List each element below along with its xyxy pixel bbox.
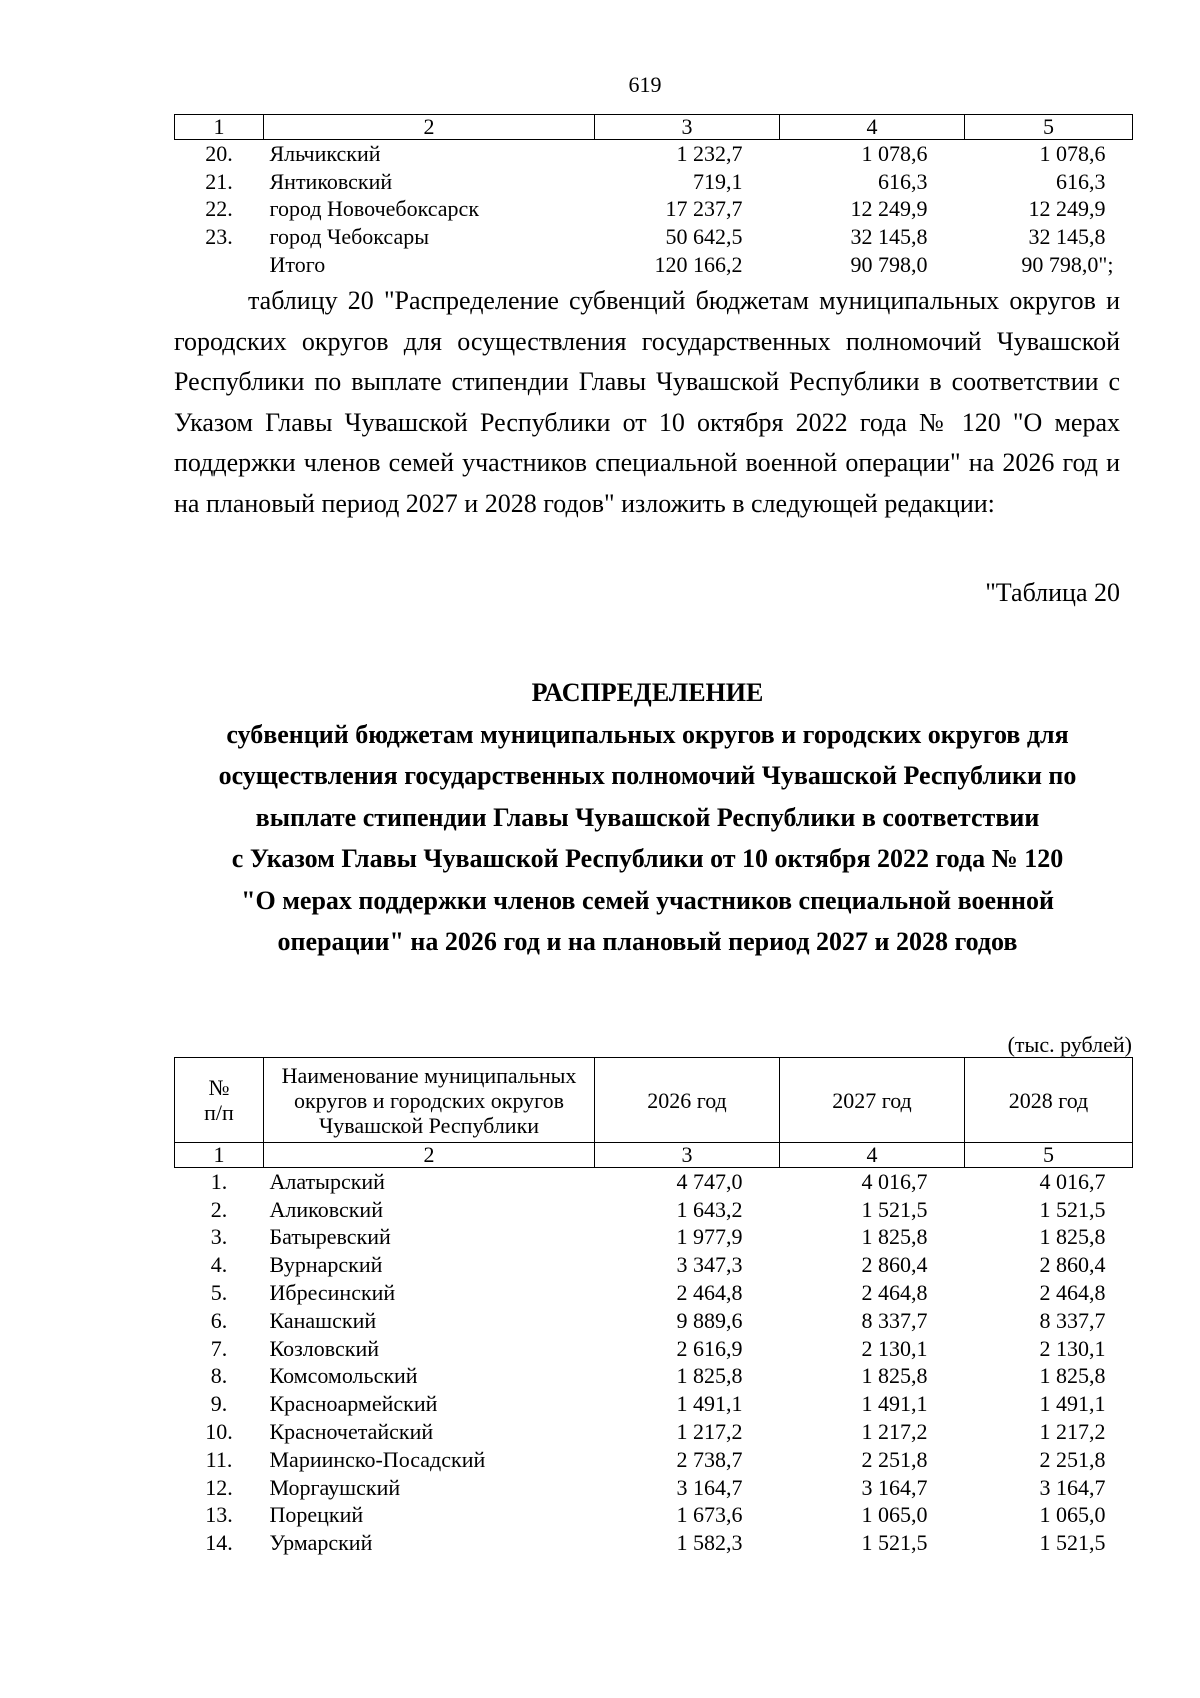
header-name-line: Наименование муниципальных: [281, 1062, 577, 1088]
row-number: 21.: [205, 168, 233, 194]
row-number: 4.: [210, 1252, 228, 1278]
value-2028: 32 145,8: [1028, 224, 1106, 250]
value-2027: 1 521,5: [861, 1530, 928, 1556]
row-number: 10.: [205, 1419, 233, 1445]
title-line: субвенций бюджетам муниципальных округов и городских округов для: [226, 719, 1069, 749]
table-20: [174, 1057, 1133, 1557]
table-row: [175, 1168, 1133, 1196]
row-number: 5.: [210, 1280, 228, 1306]
header-2028: 2028 год: [965, 1058, 1133, 1143]
district-name: город Новочебоксарск: [269, 196, 480, 222]
district-name: Вурнарский: [269, 1252, 383, 1278]
value-2028: 1 078,6: [1039, 140, 1106, 166]
table-row: [175, 1418, 1133, 1446]
title-line: "О мерах поддержки членов семей участников специальной военной: [241, 885, 1054, 915]
value-2027: 1 825,8: [861, 1363, 928, 1389]
table-row: [175, 1196, 1133, 1224]
row-number: 3.: [210, 1224, 228, 1250]
page-number: 619: [628, 72, 662, 97]
value-2026: 2 616,9: [676, 1335, 743, 1361]
district-name: город Чебоксары: [269, 224, 430, 250]
district-name: Мариинско-Посадский: [269, 1446, 486, 1472]
table-row: [175, 1474, 1133, 1502]
column-number: 1: [175, 115, 264, 140]
row-number: 6.: [210, 1307, 228, 1333]
total-row: [175, 251, 1133, 279]
value-2028: 12 249,9: [1028, 196, 1106, 222]
district-name: Аликовский: [269, 1196, 383, 1222]
title-heading: РАСПРЕДЕЛЕНИЕ: [531, 678, 764, 707]
value-2027: 12 249,9: [850, 196, 928, 222]
row-number: 22.: [205, 196, 233, 222]
value-2027: 1 065,0: [861, 1502, 928, 1528]
previous-table: [174, 114, 1133, 279]
value-2027: 8 337,7: [861, 1307, 928, 1333]
empty-cell: [175, 251, 264, 279]
value-2028: 1 065,0: [1039, 1502, 1106, 1528]
row-number: 13.: [205, 1502, 233, 1528]
value-2028: 1 825,8: [1039, 1224, 1106, 1250]
row-number: 20.: [205, 140, 233, 166]
value-2028: 616,3: [1056, 168, 1106, 194]
row-number: 8.: [210, 1363, 228, 1389]
column-number: 2: [264, 115, 595, 140]
district-name: Козловский: [269, 1335, 380, 1361]
district-name: Ибресинский: [269, 1280, 396, 1306]
value-2028: 1 491,1: [1039, 1391, 1106, 1417]
value-2028: 2 860,4: [1039, 1252, 1106, 1278]
value-2026: 2 738,7: [676, 1446, 743, 1472]
table-title: [140, 672, 1155, 963]
value-2028: 3 164,7: [1039, 1474, 1106, 1500]
table-row: [175, 1335, 1133, 1363]
table-row: [175, 196, 1133, 224]
value-2027: 2 860,4: [861, 1252, 928, 1278]
table-row: [175, 1279, 1133, 1307]
value-2027: 4 016,7: [861, 1168, 928, 1194]
header-num: № п/п: [175, 1058, 264, 1143]
value-2026: 3 164,7: [676, 1474, 743, 1500]
value-2027: 1 521,5: [861, 1196, 928, 1222]
value-2028: 2 130,1: [1039, 1335, 1106, 1361]
district-name: Красночетайский: [269, 1419, 434, 1445]
table-row: [175, 1390, 1133, 1418]
value-2026: 50 642,5: [665, 224, 743, 250]
table-row: [175, 1224, 1133, 1252]
column-number-row: [175, 115, 1133, 140]
title-line: с Указом Главы Чувашской Республики от 10 октября 2022 года № 120: [231, 844, 1064, 873]
table-row: [175, 168, 1133, 196]
district-name: Алатырский: [269, 1168, 385, 1194]
row-number: 23.: [205, 224, 233, 250]
table-row: [175, 140, 1133, 168]
table-row: [175, 1251, 1133, 1279]
row-number: 12.: [205, 1474, 233, 1500]
value-2028: 8 337,7: [1039, 1307, 1106, 1333]
units-label: (тыс. рублей): [1007, 1032, 1132, 1057]
table-row: [175, 223, 1133, 251]
value-2026: 1 673,6: [676, 1502, 743, 1528]
value-2026: 1 825,8: [676, 1363, 743, 1389]
header-name-line: Чувашской Республики: [318, 1112, 540, 1138]
value-2026: 1 491,1: [676, 1391, 743, 1417]
value-2027: 1 217,2: [861, 1419, 928, 1445]
header-row: [175, 1058, 1133, 1143]
value-2028: 1 825,8: [1039, 1363, 1106, 1389]
table-row: [175, 1529, 1133, 1557]
title-line: операции" на 2026 год и на плановый период 2027 и 2028 годов: [277, 927, 1018, 956]
value-2026: 2 464,8: [676, 1280, 743, 1306]
table-row: [175, 1446, 1133, 1474]
value-2026: 719,1: [693, 168, 743, 194]
column-number: 3: [595, 115, 780, 140]
value-2027: 2 130,1: [861, 1335, 928, 1361]
column-number: 4: [780, 115, 965, 140]
value-2028: 2 251,8: [1039, 1446, 1106, 1472]
value-2026: 1 582,3: [676, 1530, 743, 1556]
column-number: 5: [965, 1143, 1133, 1168]
value-2026: 1 232,7: [676, 140, 743, 166]
value-2027: 1 491,1: [861, 1391, 928, 1417]
value-2026: 3 347,3: [676, 1252, 743, 1278]
value-2026: 1 977,9: [676, 1224, 743, 1250]
value-2026: 1 643,2: [676, 1196, 743, 1222]
value-2026: 1 217,2: [676, 1419, 743, 1445]
column-number: 1: [175, 1143, 264, 1168]
district-name: Урмарский: [269, 1530, 373, 1556]
amendment-paragraph: таблицу 20 "Распределение субвенций бюджетам муниципальных округов и городских округов для осуществления государственных полномочий Чувашской Республики по выплате стипендии Главы Чувашской Республики в соответствии с Указом Главы Чувашской Республики от 10 октября 2022 года № 120 "О мерах поддержки членов семей участников специальной военной операции" на 2026 год и на плановый период 2027 и 2028 годов" изложить в следующей редакции:: [174, 286, 1120, 518]
value-2027: 2 251,8: [861, 1446, 928, 1472]
district-name: Батыревский: [269, 1224, 391, 1250]
value-2027: 1 078,6: [861, 140, 928, 166]
value-2028: 1 521,5: [1039, 1196, 1106, 1222]
row-number: 1.: [210, 1168, 228, 1194]
district-name: Комсомольский: [269, 1363, 418, 1389]
row-number: 14.: [205, 1530, 233, 1556]
value-2027: 2 464,8: [861, 1280, 928, 1306]
row-number: 2.: [210, 1196, 228, 1222]
title-line: выплате стипендии Главы Чувашской Республики в соответствии: [255, 802, 1040, 832]
header-name: [264, 1058, 595, 1143]
value-2027: 3 164,7: [861, 1474, 928, 1500]
table-row: [175, 1307, 1133, 1335]
district-name: Красноармейский: [269, 1391, 438, 1417]
table-row: [175, 1502, 1133, 1530]
value-2028: 2 464,8: [1039, 1280, 1106, 1306]
value-2026: 4 747,0: [676, 1168, 743, 1194]
district-name: Янтиковский: [269, 168, 393, 194]
table-row: [175, 1363, 1133, 1391]
column-number: 4: [780, 1143, 965, 1168]
table-label: "Таблица 20: [985, 578, 1120, 607]
total-label: Итого: [269, 252, 326, 278]
header-2026: 2026 год: [595, 1058, 780, 1143]
district-name: Канашский: [269, 1307, 377, 1333]
header-2027: 2027 год: [780, 1058, 965, 1143]
value-2028: 1 217,2: [1039, 1419, 1106, 1445]
row-number: 7.: [210, 1335, 228, 1361]
column-number: 2: [264, 1143, 595, 1168]
row-number: 9.: [210, 1391, 228, 1417]
header-name-line: округов и городских округов: [293, 1087, 565, 1113]
district-name: Яльчикский: [269, 140, 381, 166]
column-number: 5: [965, 115, 1133, 140]
value-2028: 4 016,7: [1039, 1168, 1106, 1194]
total-2027: 90 798,0: [850, 252, 928, 278]
column-number: 3: [595, 1143, 780, 1168]
value-2027: 1 825,8: [861, 1224, 928, 1250]
district-name: Моргаушский: [269, 1474, 401, 1500]
district-name: Порецкий: [269, 1502, 364, 1528]
title-line: осуществления государственных полномочий Чувашской Республики по: [218, 761, 1077, 790]
column-number-row: [175, 1143, 1133, 1168]
value-2026: 9 889,6: [676, 1307, 743, 1333]
value-2027: 616,3: [878, 168, 928, 194]
total-2028: 90 798,0";: [1021, 252, 1114, 278]
value-2027: 32 145,8: [850, 224, 928, 250]
row-number: 11.: [205, 1446, 233, 1472]
total-2026: 120 166,2: [654, 252, 743, 278]
value-2028: 1 521,5: [1039, 1530, 1106, 1556]
value-2026: 17 237,7: [665, 196, 743, 222]
